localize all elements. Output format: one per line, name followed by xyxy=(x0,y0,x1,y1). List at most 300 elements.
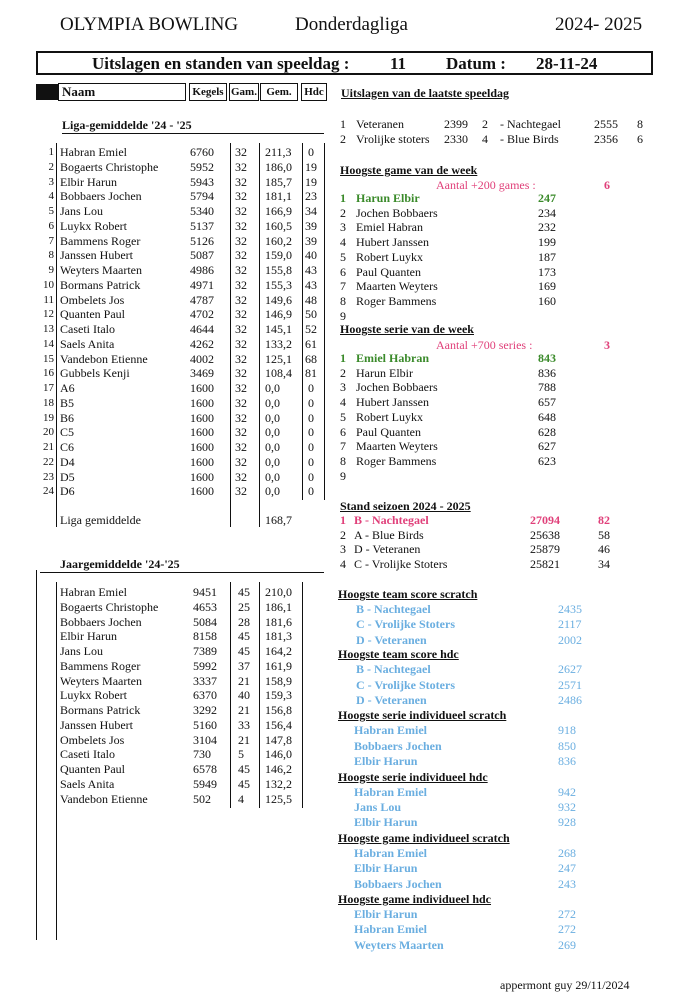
player-name: Luykx Robert xyxy=(60,218,127,233)
average-value: 156,8 xyxy=(265,703,292,717)
games-value: 32 xyxy=(235,145,247,159)
team-score: 2399 xyxy=(444,117,468,131)
games-value: 45 xyxy=(238,644,250,658)
player-name: Saels Anita xyxy=(60,336,115,351)
team-name: B - Nachtegael xyxy=(354,513,429,527)
record-name: Elbir Harun xyxy=(354,754,418,769)
player-name: A6 xyxy=(60,381,75,395)
average-value: 0,0 xyxy=(265,395,280,410)
record-value: 272 xyxy=(558,922,576,937)
average-value: 125,1 xyxy=(265,351,292,366)
average-value: 125,5 xyxy=(265,791,292,806)
column-divider xyxy=(259,143,260,527)
player-name: Vandebon Etienne xyxy=(60,351,148,366)
kegels-value: 7389 xyxy=(193,644,217,658)
average-value: 0,0 xyxy=(265,381,280,395)
score-value: 234 xyxy=(538,205,556,220)
average-value: 186,1 xyxy=(265,599,292,614)
rank-number: 6 xyxy=(340,424,346,439)
kegels-value: 1600 xyxy=(190,440,214,454)
rank-number: 4 xyxy=(340,395,346,410)
kegels-value: 6578 xyxy=(193,762,217,776)
rank-number: 7 xyxy=(340,439,346,454)
games-value: 21 xyxy=(238,732,250,747)
column-divider xyxy=(56,143,57,527)
score-value: 657 xyxy=(538,395,556,410)
column-divider xyxy=(56,582,57,940)
rank-number: 5 xyxy=(340,249,346,264)
games-value: 21 xyxy=(238,673,250,688)
game-week-heading: Hoogste game van de week xyxy=(340,163,478,177)
column-divider xyxy=(230,582,231,808)
player-name: C6 xyxy=(60,440,75,454)
games-value: 32 xyxy=(235,395,247,410)
kegels-value: 4787 xyxy=(190,292,214,307)
player-name: Ombelets Jos xyxy=(60,292,125,307)
kegels-value: 5943 xyxy=(190,174,214,189)
rank-number: 24 xyxy=(43,485,54,498)
kegels-value: 5992 xyxy=(193,658,217,673)
rank-number: 20 xyxy=(43,426,54,439)
average-value: 158,9 xyxy=(265,673,292,688)
record-name: Weyters Maarten xyxy=(354,937,444,952)
record-value: 928 xyxy=(558,815,576,830)
games-value: 32 xyxy=(235,189,247,204)
games-value: 45 xyxy=(238,585,250,599)
kegels-value: 4644 xyxy=(190,322,214,336)
average-value: 132,2 xyxy=(265,776,292,791)
handicap-value: 81 xyxy=(305,366,317,381)
average-value: 155,8 xyxy=(265,263,292,277)
rank-number: 1 xyxy=(48,146,54,158)
total-pins: 25879 xyxy=(530,542,560,557)
player-name: Robert Luykx xyxy=(356,249,423,264)
rank-number: 10 xyxy=(43,278,54,291)
average-value: 211,3 xyxy=(265,145,292,159)
average-value: 147,8 xyxy=(265,732,292,747)
player-name: D5 xyxy=(60,469,75,484)
kegels-value: 5137 xyxy=(190,218,214,233)
kegels-value: 6370 xyxy=(193,688,217,703)
col-gam: Gam. xyxy=(229,83,259,101)
score-value: 169 xyxy=(538,279,556,294)
rank-number: 15 xyxy=(43,352,54,365)
player-name: Maarten Weyters xyxy=(356,279,438,294)
total-pins: 25638 xyxy=(530,527,560,542)
kegels-value: 1600 xyxy=(190,454,214,469)
score-value: 843 xyxy=(538,351,556,365)
serie-week-count-label: Aantal +700 series : xyxy=(436,338,533,352)
opponent-points: 6 xyxy=(637,132,643,146)
rank-number: 3 xyxy=(340,220,346,235)
rank-number: 16 xyxy=(43,367,54,380)
record-name: C - Vrolijke Stoters xyxy=(356,677,455,692)
handicap-value: 0 xyxy=(308,145,314,159)
record-value: 2486 xyxy=(558,693,582,707)
rank-number: 1 xyxy=(340,351,346,365)
score-value: 788 xyxy=(538,380,556,395)
record-name: B - Nachtegael xyxy=(356,602,431,616)
record-heading: Hoogste serie individueel hdc xyxy=(338,769,488,784)
games-value: 32 xyxy=(235,410,247,425)
average-value: 185,7 xyxy=(265,174,292,189)
speeldag-number: 11 xyxy=(390,54,407,73)
record-value: 2117 xyxy=(558,617,582,632)
kegels-value: 502 xyxy=(193,791,211,806)
games-value: 32 xyxy=(235,366,247,381)
handicap-value: 39 xyxy=(305,218,317,233)
average-value: 0,0 xyxy=(265,440,280,454)
column-header xyxy=(36,83,336,101)
average-value: 146,2 xyxy=(265,762,292,776)
kegels-value: 3292 xyxy=(193,703,217,717)
column-divider xyxy=(302,143,303,500)
handicap-value: 0 xyxy=(308,395,314,410)
rank-number: 7 xyxy=(48,234,54,247)
column-divider xyxy=(324,143,325,500)
handicap-value: 0 xyxy=(308,410,314,425)
handicap-value: 39 xyxy=(305,233,317,248)
average-value: 159,0 xyxy=(265,248,292,263)
rank-number: 7 xyxy=(340,279,346,294)
average-value: 164,2 xyxy=(265,644,292,658)
liga-heading: Liga-gemiddelde '24 - '25 xyxy=(62,118,192,132)
stand-heading: Stand seizoen 2024 - 2025 xyxy=(340,499,471,513)
games-value: 5 xyxy=(238,747,244,762)
player-name: Harun Elbir xyxy=(356,365,413,380)
average-value: 133,2 xyxy=(265,336,292,351)
date-label: Datum : xyxy=(446,54,506,73)
kegels-value: 4653 xyxy=(193,599,217,614)
rank-number: 4 xyxy=(340,235,346,250)
handicap-value: 48 xyxy=(305,292,317,307)
player-name: Bammens Roger xyxy=(60,658,141,673)
games-value: 32 xyxy=(235,440,247,454)
kegels-value: 1600 xyxy=(190,395,214,410)
games-value: 32 xyxy=(235,322,247,336)
game-week-count: 6 xyxy=(604,178,610,192)
points-value: 46 xyxy=(598,542,610,557)
jaar-rule xyxy=(40,572,324,573)
points-value: 82 xyxy=(598,513,610,527)
rank-number: 2 xyxy=(48,160,54,173)
handicap-value: 34 xyxy=(305,204,317,218)
total-pins: 25821 xyxy=(530,557,560,572)
record-name: C - Vrolijke Stoters xyxy=(356,617,455,632)
kegels-value: 5084 xyxy=(193,614,217,629)
player-name: Bormans Patrick xyxy=(60,703,141,717)
handicap-value: 23 xyxy=(305,189,317,204)
opponent-name: - Blue Birds xyxy=(500,132,559,146)
record-value: 836 xyxy=(558,754,576,769)
margin-rule xyxy=(36,570,37,940)
games-value: 32 xyxy=(235,425,247,440)
team-points: 4 xyxy=(482,132,488,146)
record-name: Jans Lou xyxy=(354,800,402,814)
average-value: 145,1 xyxy=(265,322,292,336)
serie-week-heading: Hoogste serie van de week xyxy=(340,322,474,336)
games-value: 32 xyxy=(235,218,247,233)
average-value: 161,9 xyxy=(265,658,292,673)
average-value: 160,5 xyxy=(265,218,292,233)
record-value: 269 xyxy=(558,937,576,952)
rank-number: 8 xyxy=(340,293,346,308)
record-value: 2627 xyxy=(558,662,582,677)
score-value: 247 xyxy=(538,191,556,205)
col-naam: Naam xyxy=(58,83,186,101)
kegels-value: 6760 xyxy=(190,145,214,159)
player-name: Jans Lou xyxy=(60,644,103,658)
player-name: Ombelets Jos xyxy=(60,732,125,747)
player-name: D4 xyxy=(60,454,75,469)
player-name: Quanten Paul xyxy=(60,307,125,322)
games-value: 32 xyxy=(235,277,247,292)
player-name: Harun Elbir xyxy=(356,191,420,205)
average-value: 149,6 xyxy=(265,292,292,307)
rank-number: 9 xyxy=(48,264,54,276)
player-name: Janssen Hubert xyxy=(60,248,133,263)
record-heading: Hoogste game individueel scratch xyxy=(338,830,510,845)
games-value: 32 xyxy=(235,381,247,395)
title-bar xyxy=(36,51,653,75)
rank-number: 8 xyxy=(48,249,54,262)
player-name: Janssen Hubert xyxy=(60,717,133,732)
average-value: 108,4 xyxy=(265,366,292,381)
player-name: Quanten Paul xyxy=(60,762,125,776)
kegels-value: 3337 xyxy=(193,673,217,688)
rank-number: 22 xyxy=(43,455,54,468)
record-value: 247 xyxy=(558,861,576,876)
score-value: 187 xyxy=(538,249,556,264)
kegels-value: 5087 xyxy=(190,248,214,263)
handicap-value: 68 xyxy=(305,351,317,366)
signature: appermont guy 29/11/2024 xyxy=(500,978,630,992)
opponent-score: 2356 xyxy=(594,132,618,146)
player-name: Elbir Harun xyxy=(60,174,117,189)
average-value: 181,3 xyxy=(265,629,292,644)
games-value: 32 xyxy=(235,351,247,366)
league-name: Donderdagliga xyxy=(295,14,408,35)
rank-number: 9 xyxy=(340,308,346,323)
player-name: Luykx Robert xyxy=(60,688,127,703)
games-value: 32 xyxy=(235,174,247,189)
rank-number: 23 xyxy=(43,470,54,483)
rank-number: 1 xyxy=(340,191,346,205)
player-name: Weyters Maarten xyxy=(60,673,142,688)
average-value: 0,0 xyxy=(265,484,280,499)
games-value: 32 xyxy=(235,469,247,484)
rank-number: 4 xyxy=(340,557,346,572)
score-value: 628 xyxy=(538,424,556,439)
average-value: 160,2 xyxy=(265,233,292,248)
record-name: Habran Emiel xyxy=(354,922,428,937)
record-heading: Hoogste game individueel hdc xyxy=(338,892,492,906)
record-value: 918 xyxy=(558,723,576,738)
games-value: 45 xyxy=(238,762,250,776)
opponent-name: - Nachtegael xyxy=(500,117,561,131)
average-value: 0,0 xyxy=(265,469,280,484)
kegels-value: 5160 xyxy=(193,717,217,732)
record-heading: Hoogste serie individueel scratch xyxy=(338,708,507,723)
record-value: 268 xyxy=(558,845,576,860)
record-name: Bobbaers Jochen xyxy=(354,876,442,891)
handicap-value: 0 xyxy=(308,425,314,440)
player-name: Bobbaers Jochen xyxy=(60,189,142,204)
player-name: Paul Quanten xyxy=(356,424,421,439)
liga-avg-value: 168,7 xyxy=(265,513,292,527)
games-value: 32 xyxy=(235,263,247,277)
col-hdc: Hdc xyxy=(301,83,327,101)
player-name: Jans Lou xyxy=(60,204,103,218)
player-name: Habran Emiel xyxy=(60,585,127,599)
score-value: 160 xyxy=(538,293,556,308)
kegels-value: 1600 xyxy=(190,484,214,499)
player-name: Vandebon Etienne xyxy=(60,791,148,806)
rank-number: 19 xyxy=(43,411,54,424)
handicap-value: 19 xyxy=(305,174,317,189)
opponent-points: 8 xyxy=(637,117,643,131)
handicap-value: 0 xyxy=(308,484,314,499)
handicap-value: 0 xyxy=(308,454,314,469)
handicap-value: 0 xyxy=(308,440,314,454)
average-value: 0,0 xyxy=(265,425,280,440)
player-name: Caseti Italo xyxy=(60,747,115,762)
player-name: Roger Bammens xyxy=(356,293,437,308)
team-score: 2330 xyxy=(444,132,468,146)
kegels-value: 4971 xyxy=(190,277,214,292)
player-name: Hubert Janssen xyxy=(356,235,429,250)
player-name: Caseti Italo xyxy=(60,322,115,336)
handicap-value: 61 xyxy=(305,336,317,351)
kegels-value: 5952 xyxy=(190,159,214,174)
record-value: 942 xyxy=(558,784,576,799)
record-name: Habran Emiel xyxy=(354,784,428,799)
rank-number: 2 xyxy=(340,205,346,220)
score-value: 648 xyxy=(538,409,556,424)
games-value: 32 xyxy=(235,307,247,322)
kegels-value: 5949 xyxy=(193,776,217,791)
handicap-value: 43 xyxy=(305,263,317,277)
score-value: 623 xyxy=(538,453,556,468)
record-heading: Hoogste team score hdc xyxy=(338,647,459,662)
date-value: 28-11-24 xyxy=(536,54,598,73)
kegels-value: 3469 xyxy=(190,366,214,381)
rank-number: 17 xyxy=(43,382,54,394)
kegels-value: 1600 xyxy=(190,410,214,425)
rank-number: 13 xyxy=(43,323,54,335)
player-name: Elbir Harun xyxy=(60,629,117,644)
record-value: 2571 xyxy=(558,677,582,692)
games-value: 32 xyxy=(235,204,247,218)
games-value: 32 xyxy=(235,248,247,263)
rank-number: 14 xyxy=(43,337,54,350)
player-name: Weyters Maarten xyxy=(60,263,142,277)
rank-number: 9 xyxy=(340,468,346,483)
record-name: Habran Emiel xyxy=(354,845,428,860)
player-name: C5 xyxy=(60,425,75,440)
liga-avg-label: Liga gemiddelde xyxy=(60,513,141,527)
kegels-value: 5126 xyxy=(190,233,214,248)
rank-number: 2 xyxy=(340,527,346,542)
average-value: 146,0 xyxy=(265,747,292,762)
games-value: 45 xyxy=(238,776,250,791)
record-value: 272 xyxy=(558,907,576,921)
record-value: 2002 xyxy=(558,632,582,647)
handicap-value: 50 xyxy=(305,307,317,322)
player-name: Bogaerts Christophe xyxy=(60,599,159,614)
title-label: Uitslagen en standen van speeldag : xyxy=(92,54,350,73)
kegels-value: 4986 xyxy=(190,263,214,277)
rank-number: 2 xyxy=(340,365,346,380)
result-rank: 2 xyxy=(340,132,346,146)
record-name: D - Veteranen xyxy=(356,632,427,647)
kegels-value: 1600 xyxy=(190,381,214,395)
average-value: 0,0 xyxy=(265,454,280,469)
handicap-value: 19 xyxy=(305,159,317,174)
kegels-value: 5794 xyxy=(190,189,214,204)
points-value: 34 xyxy=(598,557,610,572)
player-name: Emiel Habran xyxy=(356,351,430,365)
kegels-value: 4702 xyxy=(190,307,214,322)
column-divider xyxy=(302,582,303,808)
score-value: 173 xyxy=(538,264,556,279)
handicap-value: 40 xyxy=(305,248,317,263)
kegels-value: 8158 xyxy=(193,629,217,644)
player-name: Paul Quanten xyxy=(356,264,421,279)
handicap-value: 0 xyxy=(308,381,314,395)
games-value: 33 xyxy=(238,717,250,732)
average-value: 156,4 xyxy=(265,717,292,732)
games-value: 37 xyxy=(238,658,250,673)
season: 2024- 2025 xyxy=(555,14,643,35)
rank-number: 12 xyxy=(43,308,54,321)
kegels-value: 730 xyxy=(193,747,211,762)
rank-number: 3 xyxy=(340,380,346,395)
col-gem: Gem. xyxy=(260,83,298,101)
average-value: 166,9 xyxy=(265,204,292,218)
average-value: 159,3 xyxy=(265,688,292,703)
average-value: 0,0 xyxy=(265,410,280,425)
player-name: Gubbels Kenji xyxy=(60,366,130,381)
header-black-block xyxy=(36,84,58,100)
player-name: Jochen Bobbaers xyxy=(356,205,438,220)
kegels-value: 4262 xyxy=(190,336,214,351)
team-name: Vrolijke stoters xyxy=(356,132,430,146)
kegels-value: 1600 xyxy=(190,469,214,484)
opponent-score: 2555 xyxy=(594,117,618,131)
record-heading: Hoogste team score scratch xyxy=(338,587,478,601)
score-value: 627 xyxy=(538,439,556,454)
uitslagen-heading: Uitslagen van de laatste speeldag xyxy=(341,86,509,100)
rank-number: 8 xyxy=(340,453,346,468)
record-value: 932 xyxy=(558,800,576,814)
kegels-value: 1600 xyxy=(190,425,214,440)
team-name: Veteranen xyxy=(356,117,404,131)
kegels-value: 4002 xyxy=(190,351,214,366)
rank-number: 5 xyxy=(340,409,346,424)
column-divider xyxy=(259,582,260,808)
player-name: Bobbaers Jochen xyxy=(60,614,142,629)
record-name: Bobbaers Jochen xyxy=(354,738,442,753)
rank-number: 6 xyxy=(48,219,54,232)
liga-rule xyxy=(62,133,324,134)
team-name: A - Blue Birds xyxy=(354,527,424,542)
jaar-heading: Jaargemiddelde '24-'25 xyxy=(60,557,180,571)
record-name: Elbir Harun xyxy=(354,861,418,876)
rank-number: 11 xyxy=(43,293,54,306)
average-value: 186,0 xyxy=(265,159,292,174)
score-value: 232 xyxy=(538,220,556,235)
